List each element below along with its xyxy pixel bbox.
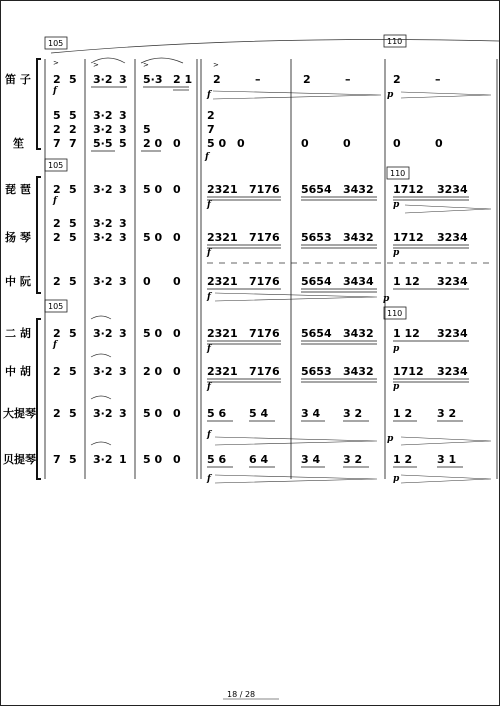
svg-text:3234: 3234 [437,183,468,196]
svg-text:3: 3 [119,123,127,136]
svg-text:7: 7 [207,123,215,136]
svg-text:5653: 5653 [301,365,332,378]
svg-text:0: 0 [143,275,151,288]
svg-text:110: 110 [387,309,403,318]
svg-text:2: 2 [53,327,61,340]
svg-text:5: 5 [69,275,77,288]
row-zhonghu [53,354,469,392]
svg-text:3: 3 [119,73,127,86]
bracket-winds [37,59,41,149]
svg-text:2: 2 [303,73,311,86]
svg-text:3·2: 3·2 [93,327,113,340]
svg-text:2321: 2321 [207,231,238,244]
svg-text:3·2: 3·2 [93,231,113,244]
svg-text:1 2: 1 2 [393,407,413,420]
svg-text:7: 7 [53,453,61,466]
svg-text:0: 0 [237,137,245,150]
svg-text:7176: 7176 [249,231,280,244]
svg-text:0: 0 [301,137,309,150]
svg-text:7176: 7176 [249,365,280,378]
svg-text:2: 2 [213,73,221,86]
label-yangqin: 扬 琴 [5,231,31,244]
svg-text:3: 3 [119,217,127,230]
svg-text:3432: 3432 [343,365,374,378]
svg-text:f: f [53,196,57,206]
svg-text:3·2: 3·2 [93,73,113,86]
svg-text:3234: 3234 [437,231,468,244]
svg-text:3·2: 3·2 [93,123,113,136]
rehearsal-mark-110-mid [387,167,409,179]
svg-text:3·2: 3·2 [93,275,113,288]
svg-text:2: 2 [69,123,77,136]
svg-text:2: 2 [53,183,61,196]
svg-text:3: 3 [119,231,127,244]
svg-text:f: f [207,474,211,484]
svg-text:2: 2 [53,217,61,230]
svg-text:5 0: 5 0 [143,231,163,244]
svg-text:5: 5 [69,183,77,196]
row-cello [53,396,491,445]
svg-text:3 4: 3 4 [301,453,321,466]
label-dizi: 笛 子 [5,73,31,86]
svg-text:2: 2 [393,73,401,86]
svg-text:3 2: 3 2 [343,407,363,420]
svg-text:5: 5 [69,365,77,378]
svg-text:3 4: 3 4 [301,407,321,420]
bracket-plucked [37,177,41,293]
svg-text:5 0: 5 0 [143,183,163,196]
svg-text:3: 3 [119,365,127,378]
svg-text:>: > [53,59,59,67]
svg-text:p: p [387,90,394,100]
svg-text:0: 0 [173,275,181,288]
svg-text:3·2: 3·2 [93,407,113,420]
svg-text:3·2: 3·2 [93,183,113,196]
svg-text:5654: 5654 [301,183,332,196]
svg-text:110: 110 [387,37,403,46]
svg-text:1 12: 1 12 [393,327,420,340]
svg-text:1712: 1712 [393,365,424,378]
svg-text:5·3: 5·3 [143,73,163,86]
svg-text:7176: 7176 [249,327,280,340]
long-tie [51,40,499,54]
svg-text:0: 0 [173,365,181,378]
row-sheng [53,109,443,162]
svg-text:1712: 1712 [393,231,424,244]
svg-text:f: f [53,340,57,350]
svg-text:3 2: 3 2 [437,407,457,420]
svg-text:p: p [387,434,394,444]
svg-text:0: 0 [173,327,181,340]
svg-text:3432: 3432 [343,231,374,244]
svg-text:3·2: 3·2 [93,109,113,122]
svg-text:0: 0 [173,137,181,150]
svg-text:p: p [393,248,400,258]
svg-text:2321: 2321 [207,327,238,340]
label-zhongruan: 中 阮 [5,275,31,288]
svg-text:5: 5 [53,109,61,122]
svg-text:0: 0 [173,183,181,196]
svg-text:3432: 3432 [343,183,374,196]
label-erhu: 二 胡 [5,327,31,340]
svg-text:p: p [393,200,400,210]
row-pipa [52,183,491,213]
svg-text:3432: 3432 [343,327,374,340]
svg-text:5: 5 [143,123,151,136]
svg-text:f: f [207,344,211,354]
svg-text:p: p [393,474,400,484]
svg-text:2: 2 [53,231,61,244]
svg-text:3434: 3434 [343,275,374,288]
svg-text:2 0: 2 0 [143,137,163,150]
svg-text:3234: 3234 [437,365,468,378]
svg-text:3234: 3234 [437,327,468,340]
svg-text:5: 5 [69,231,77,244]
svg-text:f: f [207,292,211,302]
svg-text:f: f [53,86,57,96]
svg-text:0: 0 [173,231,181,244]
rehearsal-mark-105-mid [45,159,67,171]
svg-text:1712: 1712 [393,183,424,196]
svg-text:3 2: 3 2 [343,453,363,466]
row-yangqin [53,217,469,258]
svg-text:f: f [207,430,211,440]
svg-text:105: 105 [48,161,64,170]
svg-text:0: 0 [173,453,181,466]
row-zhongruan [53,263,491,304]
svg-text:f: f [207,248,211,258]
label-sheng: 笙 [13,137,24,150]
svg-text:5: 5 [69,327,77,340]
svg-text:7: 7 [69,137,77,150]
svg-text:5 0: 5 0 [207,137,227,150]
svg-text:2: 2 [53,123,61,136]
label-cello: 大提琴 [3,407,36,420]
svg-text:3·2: 3·2 [93,365,113,378]
svg-text:5 0: 5 0 [143,453,163,466]
svg-text:3: 3 [119,407,127,420]
svg-text:>: > [213,61,219,69]
svg-text:f: f [207,200,211,210]
svg-text:110: 110 [390,169,406,178]
svg-text:5 6: 5 6 [207,453,227,466]
svg-text:6 4: 6 4 [249,453,269,466]
row-bass [53,442,491,484]
svg-text:f: f [205,152,209,162]
svg-text:p: p [383,294,390,304]
svg-text:f: f [207,382,211,392]
svg-text:2: 2 [53,275,61,288]
svg-text:2 0: 2 0 [143,365,163,378]
svg-text:5 6: 5 6 [207,407,227,420]
score-svg [1,1,499,705]
svg-text:>: > [93,61,99,69]
svg-text:3234: 3234 [437,275,468,288]
svg-text:2 1: 2 1 [173,73,193,86]
rehearsal-mark-110-top [384,35,406,47]
svg-text:2: 2 [53,73,61,86]
svg-text:5·5: 5·5 [93,137,113,150]
svg-text:3: 3 [119,109,127,122]
svg-text:5653: 5653 [301,231,332,244]
svg-text:2: 2 [53,365,61,378]
svg-text:2321: 2321 [207,365,238,378]
rehearsal-label: 105 [48,39,64,48]
svg-text:2321: 2321 [207,183,238,196]
rehearsal-mark-105-top [45,37,67,49]
svg-text:105: 105 [48,302,64,311]
svg-text:3: 3 [119,183,127,196]
svg-text:3·2: 3·2 [93,217,113,230]
svg-text:5: 5 [69,407,77,420]
label-pipa: 琵 琶 [5,183,31,196]
svg-text:1 12: 1 12 [393,275,420,288]
svg-text:5: 5 [69,109,77,122]
svg-text:5 0: 5 0 [143,327,163,340]
svg-text:5 0: 5 0 [143,407,163,420]
svg-text:5: 5 [69,453,77,466]
svg-text:2: 2 [207,109,215,122]
svg-text:3·2: 3·2 [93,453,113,466]
svg-text:7176: 7176 [249,183,280,196]
label-bass: 贝提琴 [3,453,36,466]
svg-text:–: – [255,73,261,86]
svg-text:>: > [143,61,149,69]
row-dizi [52,58,491,100]
svg-text:2321: 2321 [207,275,238,288]
svg-text:3: 3 [119,327,127,340]
svg-text:7: 7 [53,137,61,150]
svg-text:5654: 5654 [301,327,332,340]
svg-text:0: 0 [393,137,401,150]
svg-text:f: f [207,90,211,100]
svg-text:2: 2 [53,407,61,420]
svg-text:–: – [435,73,441,86]
svg-text:5: 5 [69,217,77,230]
svg-text:–: – [345,73,351,86]
svg-text:5: 5 [69,73,77,86]
svg-text:p: p [393,344,400,354]
page-number: 18 / 28 [227,690,256,699]
svg-text:5 4: 5 4 [249,407,269,420]
svg-text:1: 1 [119,453,127,466]
svg-text:5654: 5654 [301,275,332,288]
bracket-strings [37,319,41,479]
rehearsal-mark-105-low [45,300,67,312]
svg-text:p: p [393,382,400,392]
rehearsal-mark-110-low [384,307,406,319]
svg-text:3 1: 3 1 [437,453,457,466]
svg-text:0: 0 [173,407,181,420]
svg-text:3: 3 [119,275,127,288]
svg-text:0: 0 [435,137,443,150]
svg-text:1 2: 1 2 [393,453,413,466]
svg-text:0: 0 [343,137,351,150]
row-erhu [52,316,469,354]
svg-text:7176: 7176 [249,275,280,288]
label-zhonghu: 中 胡 [5,365,31,378]
svg-text:5: 5 [119,137,127,150]
